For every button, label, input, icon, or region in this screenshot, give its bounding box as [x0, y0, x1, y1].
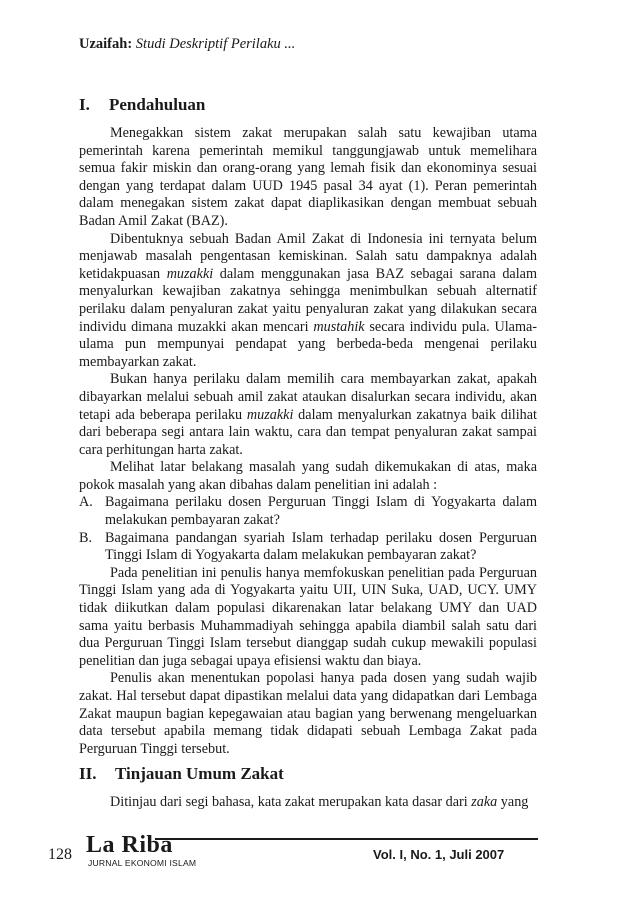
list-marker: B. — [79, 529, 93, 546]
section-1-heading — [79, 95, 205, 115]
section-2-number: II. — [79, 764, 97, 783]
section-1-title: Pendahuluan — [109, 95, 206, 114]
paragraph: Penulis akan menentukan popolasi hanya pada dosen yang sudah wajib zakat. Hal tersebut dapat dipastikan melalui data yang didapatkan dari Lembaga Zakat maupun bagian kepegawaian atau bagian yang berwenang mengeluarkan data tersebut apabila memang tidak didapati sebuah Lembaga Zakat pada Perguruan Tinggi tersebut. — [79, 670, 537, 757]
list-marker: A. — [79, 494, 93, 511]
journal-logo: La Riba — [86, 832, 173, 858]
section-1-number: I. — [79, 95, 90, 114]
page-footer — [0, 832, 638, 903]
paragraph: Ditinjau dari segi bahasa, kata zakat merupakan kata dasar dari zaka yang — [110, 794, 529, 810]
emphasis: zaka — [471, 794, 498, 810]
emphasis: mustahik — [313, 318, 365, 335]
running-head-title: Studi Deskriptif Perilaku ... — [135, 36, 296, 52]
paragraph: Dibentuknya sebuah Badan Amil Zakat di Indonesia ini ternyata belum menjawab masalah pengentasan kemiskinan. Salah satu dampaknya adalah ketidakpuasan muzakki dalam menggunakan jasa BAZ sebagai sarana dalam menyalurkan kewajiban zakatnya sehingga menimbulkan sebuah alternatif perilaku dalam penyaluran zakat yaitu penyaluran zakat yang dilakukan secara individu dimana muzakki akan mencari mustahik secara individu pula. Ulama-ulama pun mempunyai pendapat yang berbeda-beda mengenai perilaku membayarkan zakat. — [79, 230, 538, 370]
volume-info: Vol. I, No. 1, Juli 2007 — [373, 847, 505, 862]
section-2-body — [79, 794, 537, 812]
paragraph: Bukan hanya perilaku dalam memilih cara membayarkan zakat, apakah dibayarkan melalui sebuah amil zakat ataukan disalurkan secara individu, akan tetapi ada beberapa perilaku muzakki dalam menyalurkan zakatnya baik dilihat dari beberapa segi antara lain waktu, cara dan tempat penyaluran zakat sampai cara perhitungan harta zakat. — [79, 371, 538, 458]
page-number: 128 — [48, 846, 72, 863]
paragraph: Menegakkan sistem zakat merupakan salah satu kewajiban utama pemerintah karena pemerintah memikul tanggungjawab untuk memelihara semua fakir miskin dan orang-orang yang lemah fisik dan ekonominya sesuai dengan yang terdapat dalam UUD 1945 pasal 34 ayat (1). Peran pemerintah dalam menegakan sistem zakat dapat diaplikasikan dengan membuat sebuah Badan Amil Zakat (BAZ). — [79, 125, 537, 229]
journal-tagline: JURNAL EKONOMI ISLAM — [88, 858, 197, 868]
section-1-body — [79, 125, 537, 758]
emphasis: muzakki — [246, 406, 294, 423]
section-2-heading — [79, 764, 284, 784]
running-head-author: Uzaifah: — [79, 36, 133, 52]
emphasis: muzakki — [166, 265, 214, 282]
running-head — [79, 36, 295, 53]
section-2-title: Tinjauan Umum Zakat — [115, 764, 284, 783]
footer-rule — [155, 838, 538, 840]
list-item: A. Bagaimana perilaku dosen Perguruan Tinggi Islam di Yogyakarta dalam melakukan pembayaran zakat? — [79, 494, 537, 529]
list-item: B. Bagaimana pandangan syariah Islam terhadap perilaku dosen Perguruan Tinggi Islam di Yogyakarta dalam melakukan pembayaran zakat? — [79, 529, 537, 564]
research-questions-list — [79, 494, 537, 564]
paragraph: Melihat latar belakang masalah yang sudah dikemukakan di atas, maka pokok masalah yang akan dibahas dalam penelitian ini adalah : — [79, 459, 537, 493]
paragraph: Pada penelitian ini penulis hanya memfokuskan penelitian pada Perguruan Tinggi Islam yang ada di Yogyakarta yaitu UII, UIN Suka, UAD, UCY. UMY tidak diikutkan dalam populasi dikarenakan latar belakang UMY dan UAD sama yaitu berbasis Muhammadiyah sehingga apabila diambil salah satu dari dua Perguruan Tinggi Islam tersebut dianggap sudah cukup mewakili populasi penelitian dan juga sebagai upaya efisiensi waktu dan biaya. — [79, 564, 537, 669]
